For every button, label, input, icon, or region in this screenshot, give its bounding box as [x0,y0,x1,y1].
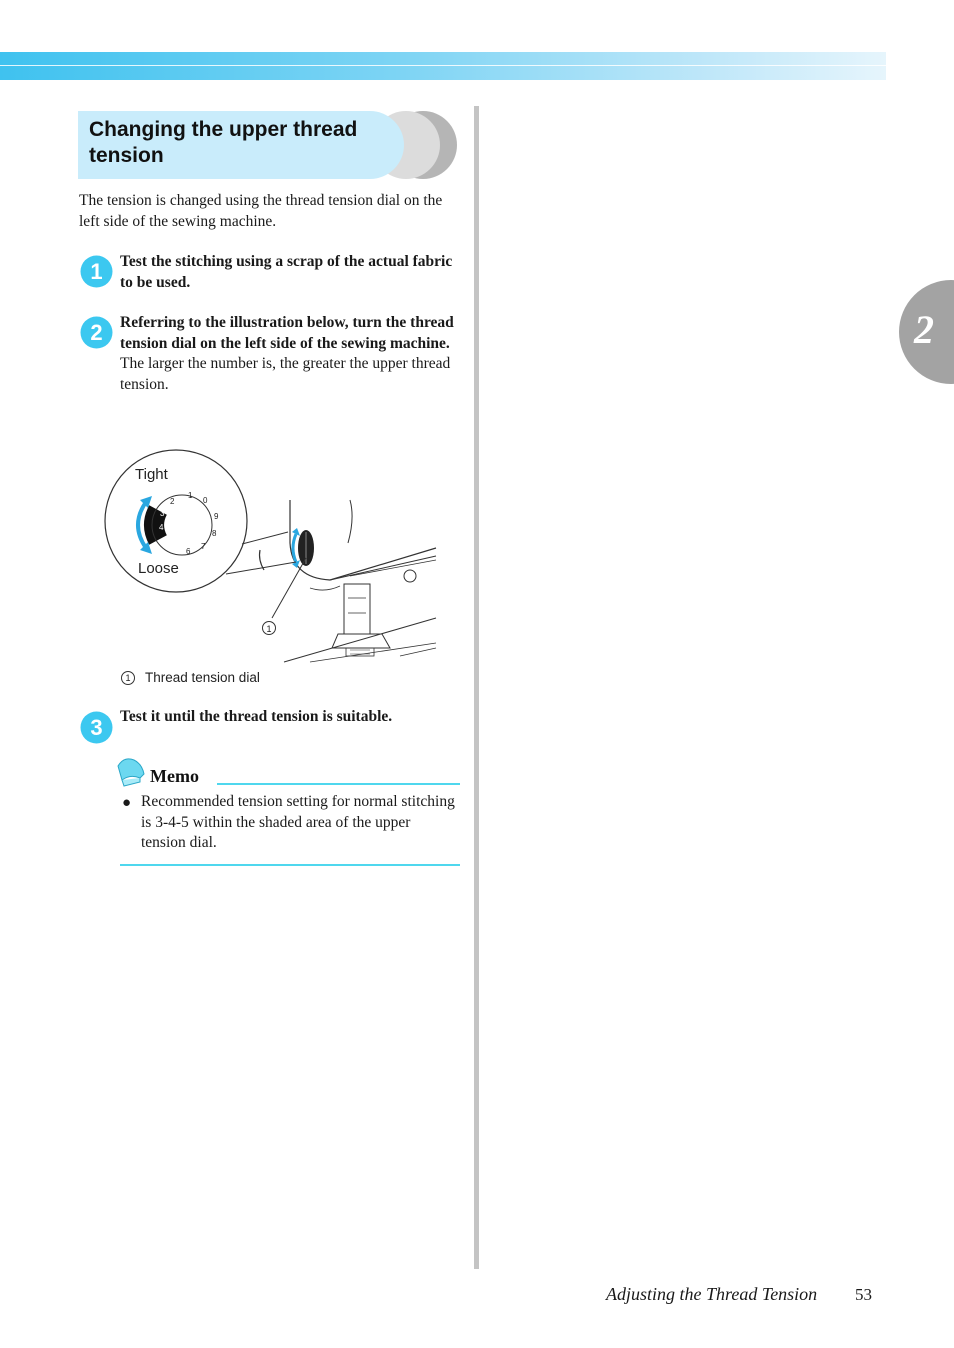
chapter-number: 2 [914,307,934,352]
intro-paragraph: The tension is changed using the thread tension dial on the left side of the sewing machine. [79,192,443,230]
step-1 [120,252,460,293]
column-divider [474,106,479,1269]
svg-text:1: 1 [90,259,103,284]
svg-text:5: 5 [170,540,175,549]
svg-text:7: 7 [201,542,206,551]
svg-text:6: 6 [186,547,191,556]
memo-bullet: ● [122,795,132,811]
step-2-instruction: Referring to the illustration below, turn the thread tension dial on the left side of the sewing machine. [120,314,454,352]
memo-rule-top [217,783,460,785]
svg-text:0: 0 [203,496,208,505]
tension-dial-illustration [100,448,440,666]
svg-text:2: 2 [170,497,175,506]
memo-item: Recommended tension setting for normal stitching is 3-4-5 within the shaded area of the upper tension dial. [141,793,455,851]
step-3-instruction: Test it until the thread tension is suitable. [120,708,393,725]
figure-caption [121,670,260,685]
label-loose: Loose [138,560,179,577]
svg-text:3: 3 [160,509,165,518]
svg-text:8: 8 [212,529,217,538]
memo-title: Memo [150,766,199,786]
step-3 [120,707,460,728]
page-number: 53 [855,1285,872,1304]
svg-text:9: 9 [214,512,219,521]
step-1-instruction: Test the stitching using a scrap of the actual fabric to be used. [120,253,453,291]
step-2 [120,313,460,395]
step-1-icon [80,255,113,288]
memo-icon [114,756,148,788]
section-heading: Changing the upper thread tension [89,118,358,167]
svg-text:2: 2 [90,320,103,345]
svg-text:3: 3 [90,715,103,740]
step-2-detail: The larger the number is, the greater the upper thread tension. [120,355,451,393]
top-color-band [0,52,886,80]
svg-text:1: 1 [266,624,272,634]
caption-number: 1 [121,671,135,685]
step-2-icon [80,316,113,349]
memo-rule-bottom [120,864,460,866]
label-tight: Tight [135,466,168,483]
footer-section-title: Adjusting the Thread Tension [606,1284,818,1304]
caption-text: Thread tension dial [145,670,260,685]
svg-text:1: 1 [188,491,193,500]
step-3-icon [80,711,113,744]
svg-text:4: 4 [159,523,164,532]
